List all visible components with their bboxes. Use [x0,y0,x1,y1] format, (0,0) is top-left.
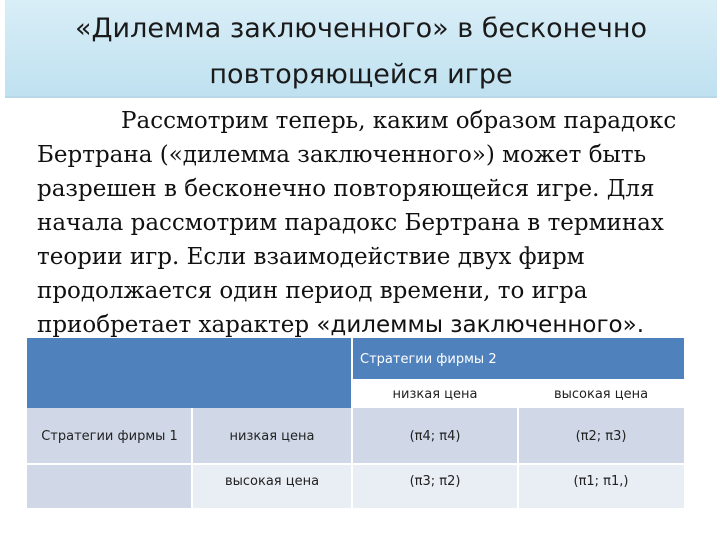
firm2-low-price: низкая цена [392,386,478,402]
table-divider-h1 [27,463,684,465]
firm1-header: Стратегии фирмы 1 [41,428,178,444]
payoff-low-high: (π2; π3) [575,428,627,444]
paragraph-line-1: Рассмотрим теперь, каким образом парадокс [121,108,677,134]
paragraph-line-6: продолжается один период времени, то игра [37,278,588,304]
paragraph-line-2: Бертрана («дилемма заключенного») может быть [37,142,647,168]
title-line-1: «Дилемма заключенного» в бесконечно [74,13,648,44]
row2-label: высокая цена [224,473,320,489]
payoff-high-high: (π1; π1,) [573,473,629,489]
title-line-2: повторяющейся игре [209,59,513,90]
paragraph-line-5: теории игр. Если взаимодействие двух фирм [37,244,585,270]
table-divider-h0 [352,379,684,381]
table-divider-v2 [351,338,353,508]
payoff-low-low: (π4; π4) [409,428,461,444]
paragraph-line-4: начала рассмотрим парадокс Бертрана в терминах [37,210,664,236]
payoff-high-low: (π3; π2) [409,473,461,489]
paragraph-line-7-serif: приобретает характер [37,312,317,338]
row1-label: низкая цена [229,428,315,444]
table-corner-header [27,338,352,408]
firm2-header: Стратегии фирмы 2 [352,338,684,380]
paragraph-line-3: разрешен в бесконечно повторяющейся игре. Для [37,176,655,202]
firm2-high-price: высокая цена [553,386,649,402]
table-divider-v1 [191,408,193,508]
table-divider-v3 [517,380,519,508]
paragraph-line-7-sans: «дилеммы заключенного». [316,312,645,338]
